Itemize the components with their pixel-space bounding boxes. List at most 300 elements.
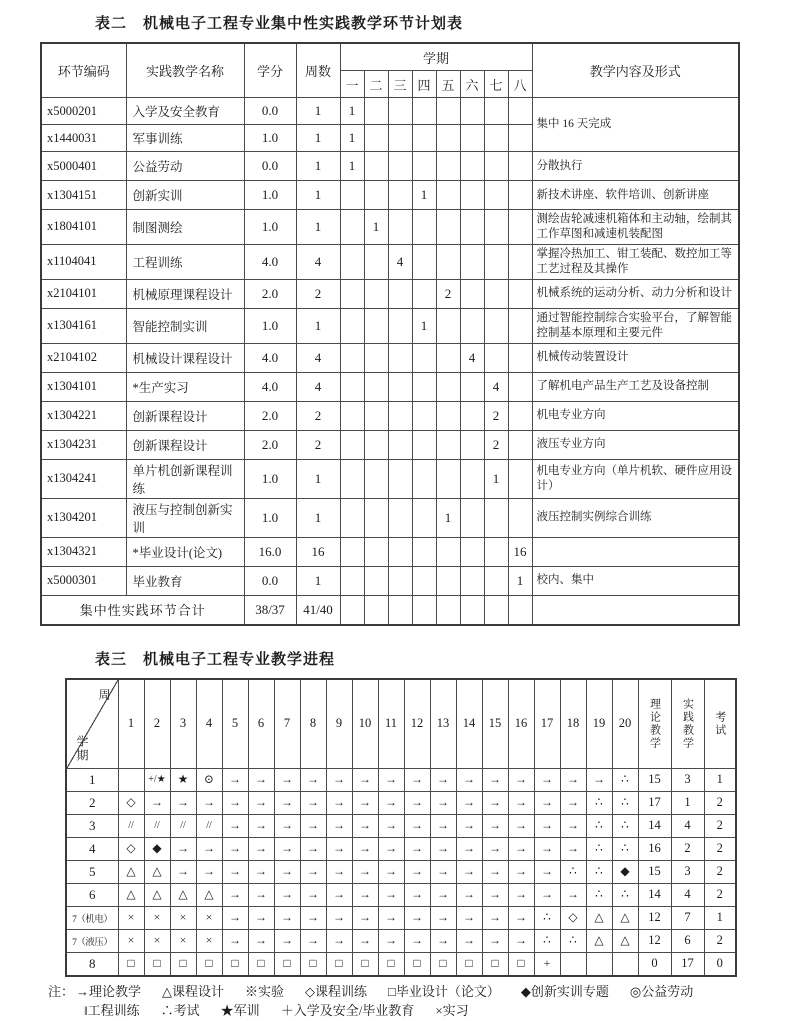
semester-week-cell [412,343,436,372]
legend-prefix: 注： [48,983,75,999]
teaching-content: 分散执行 [532,152,739,181]
schedule-symbol-cell: □ [508,952,534,976]
credit-value: 4.0 [244,244,296,279]
teaching-content: 测绘齿轮减速机箱体和主动轴，绘制其工作草图和减速机装配图 [532,210,739,245]
schedule-symbol-cell: → [378,791,404,814]
semester-week-cell [364,595,388,625]
semester-week-cell [364,401,388,430]
schedule-symbol-cell: → [534,791,560,814]
semester-week-cell [340,244,364,279]
schedule-symbol-cell: ∴ [586,791,612,814]
schedule-symbol-cell: □ [222,952,248,976]
week-number-header: 3 [170,679,196,769]
table2-title: 表二 机械电子工程专业集中性实践教学环节计划表 [95,16,464,32]
schedule-symbol-cell: → [482,860,508,883]
teaching-content: 机械传动装置设计 [532,343,739,372]
semester-week-cell: 2 [436,279,460,308]
semester-col-header: 八 [508,71,532,98]
legend-line-2 [84,1001,769,1021]
week-number-header: 4 [196,679,222,769]
schedule-symbol-cell: → [248,929,274,952]
semester-week-cell [340,210,364,245]
semester-week-cell: 1 [340,152,364,181]
semester-week-cell [460,498,484,537]
week-number-header: 1 [118,679,144,769]
schedule-symbol-cell: → [482,906,508,929]
teaching-content: 机电专业方向 [532,401,739,430]
schedule-row [66,768,736,791]
week-number-header: 12 [404,679,430,769]
semester-week-cell: 4 [484,372,508,401]
semester-week-cell [484,566,508,595]
legend-line-1 [48,982,769,1002]
schedule-symbol-cell: → [586,768,612,791]
legend-item: ◇课程训练 [305,983,368,999]
schedule-symbol-cell: → [170,860,196,883]
course-code: x5000201 [41,98,126,125]
semester-week-cell [508,595,532,625]
semester-week-cell: 1 [340,98,364,125]
schedule-symbol-cell: → [560,791,586,814]
schedule-symbol-cell: → [456,814,482,837]
semester-week-cell [484,98,508,125]
semester-week-cell [508,181,532,210]
semester-week-cell [364,125,388,152]
semester-week-cell: 1 [508,566,532,595]
semester-week-cell [436,430,460,459]
credit-value: 1.0 [244,308,296,343]
schedule-symbol-cell: → [352,837,378,860]
course-name: 液压与控制创新实训 [126,498,244,537]
schedule-symbol-cell: → [300,929,326,952]
schedule-symbol-cell: × [118,906,144,929]
semester-week-cell [460,459,484,498]
practice-weeks-total: 3 [671,860,704,883]
semester-week-cell [388,98,412,125]
schedule-symbol-cell: → [144,791,170,814]
schedule-symbol-cell: □ [118,952,144,976]
schedule-symbol-cell: → [430,837,456,860]
schedule-symbol-cell: ◆ [144,837,170,860]
schedule-symbol-cell: → [300,883,326,906]
semester-week-cell [364,372,388,401]
semester-week-cell [412,125,436,152]
table-row [41,459,739,498]
schedule-symbol-cell: △ [118,883,144,906]
schedule-symbol-cell: → [326,791,352,814]
col-header-code: 环节编码 [41,43,126,98]
schedule-symbol-cell: → [352,860,378,883]
teaching-schedule-table [65,678,737,977]
semester-week-cell [484,210,508,245]
course-name: 公益劳动 [126,152,244,181]
weeks-value: 4 [296,372,340,401]
col-header-content: 教学内容及形式 [532,43,739,98]
semester-week-cell [388,459,412,498]
schedule-symbol-cell: → [300,768,326,791]
teaching-content: 机电专业方向（单片机软、硬件应用设计） [532,459,739,498]
schedule-symbol-cell: △ [612,929,638,952]
practice-weeks-total: 7 [671,906,704,929]
semester-week-cell [484,595,508,625]
semester-week-cell [364,459,388,498]
schedule-symbol-cell: → [534,883,560,906]
table-row [41,498,739,537]
semester-week-cell [412,566,436,595]
schedule-symbol-cell: → [430,906,456,929]
schedule-symbol-cell: □ [378,952,404,976]
semester-week-cell [388,372,412,401]
teaching-content: 掌握冷热加工、钳工装配、数控加工等工艺过程及其操作 [532,244,739,279]
course-code: x1304321 [41,537,126,566]
semester-week-cell [436,372,460,401]
semester-row-label: 6 [66,883,118,906]
semester-week-cell [388,308,412,343]
semester-week-cell [412,459,436,498]
semester-week-cell [508,430,532,459]
semester-week-cell [484,181,508,210]
semester-week-cell [412,498,436,537]
semester-week-cell [484,244,508,279]
semester-row-label: 4 [66,837,118,860]
semester-week-cell [508,152,532,181]
semester-week-cell [436,244,460,279]
semester-week-cell [340,537,364,566]
semester-week-cell [388,430,412,459]
schedule-symbol-cell: → [534,814,560,837]
schedule-symbol-cell: □ [300,952,326,976]
schedule-symbol-cell: × [196,906,222,929]
schedule-symbol-cell: ∴ [612,837,638,860]
table-row [41,372,739,401]
schedule-symbol-cell: → [430,883,456,906]
semester-row-label: 1 [66,768,118,791]
exam-weeks-total: 2 [704,814,736,837]
legend-notes [48,982,769,1021]
week-number-header: 7 [274,679,300,769]
schedule-symbol-cell: → [482,837,508,860]
schedule-symbol-cell: → [508,929,534,952]
semester-week-cell [436,566,460,595]
schedule-symbol-cell: → [378,768,404,791]
schedule-symbol-cell: → [196,837,222,860]
schedule-symbol-cell: → [222,768,248,791]
col-header-weeks: 周数 [296,43,340,98]
schedule-symbol-cell: × [144,929,170,952]
weeks-value: 2 [296,279,340,308]
theory-weeks-total: 12 [638,906,671,929]
schedule-symbol-cell: △ [196,883,222,906]
schedule-symbol-cell: → [326,768,352,791]
weeks-value: 1 [296,125,340,152]
weeks-value: 2 [296,401,340,430]
week-number-header: 2 [144,679,170,769]
schedule-symbol-cell: → [508,860,534,883]
practice-plan-body [41,98,739,625]
week-number-header: 15 [482,679,508,769]
semester-week-cell [340,308,364,343]
schedule-symbol-cell: × [170,906,196,929]
table-row [41,343,739,372]
weeks-value: 1 [296,181,340,210]
semester-row-label: 3 [66,814,118,837]
semester-week-cell [460,372,484,401]
exam-weeks-total: 2 [704,791,736,814]
semester-week-cell [484,498,508,537]
schedule-symbol-cell: → [378,929,404,952]
semester-week-cell [340,343,364,372]
totals-credit: 38/37 [244,595,296,625]
schedule-symbol-cell: → [456,768,482,791]
course-code: x1304101 [41,372,126,401]
schedule-symbol-cell [118,768,144,791]
schedule-symbol-cell: ∴ [586,883,612,906]
semester-week-cell [460,430,484,459]
course-name: 单片机创新课程训练 [126,459,244,498]
semester-week-cell [364,343,388,372]
teaching-content: 校内、集中 [532,566,739,595]
schedule-symbol-cell: × [118,929,144,952]
schedule-symbol-cell: → [300,906,326,929]
schedule-symbol-cell: → [352,883,378,906]
schedule-symbol-cell: □ [482,952,508,976]
semester-week-cell [436,459,460,498]
schedule-symbol-cell: → [170,791,196,814]
weeks-value: 1 [296,98,340,125]
schedule-row [66,791,736,814]
schedule-symbol-cell: × [144,906,170,929]
schedule-symbol-cell: → [560,837,586,860]
schedule-symbol-cell: → [274,883,300,906]
schedule-row [66,952,736,976]
exam-weeks-total: 2 [704,860,736,883]
semester-week-cell [484,125,508,152]
schedule-symbol-cell: ∴ [534,906,560,929]
credit-value: 1.0 [244,210,296,245]
week-number-header: 14 [456,679,482,769]
course-code: x1440031 [41,125,126,152]
semester-col-header: 六 [460,71,484,98]
semester-week-cell [364,308,388,343]
week-number-header: 16 [508,679,534,769]
semester-col-header: 七 [484,71,508,98]
schedule-symbol-cell: → [326,837,352,860]
semester-week-cell: 1 [412,181,436,210]
schedule-symbol-cell: □ [170,952,196,976]
teaching-schedule-header [66,679,736,769]
semester-week-cell [412,430,436,459]
schedule-symbol-cell: → [508,814,534,837]
exam-weeks-total: 2 [704,929,736,952]
weeks-value: 1 [296,308,340,343]
course-code: x1304161 [41,308,126,343]
course-name: 智能控制实训 [126,308,244,343]
schedule-symbol-cell: → [456,791,482,814]
semester-week-cell [388,537,412,566]
table-row [41,181,739,210]
table-row [41,210,739,245]
schedule-row [66,814,736,837]
week-number-header: 6 [248,679,274,769]
summary-col-header: 理论教学 [638,679,671,769]
teaching-content: 液压专业方向 [532,430,739,459]
semester-week-cell [436,308,460,343]
exam-weeks-total: 1 [704,768,736,791]
schedule-symbol-cell: → [248,883,274,906]
semester-week-cell [460,152,484,181]
semester-week-cell [508,401,532,430]
schedule-symbol-cell: ∴ [560,929,586,952]
col-header-name: 实践教学名称 [126,43,244,98]
schedule-symbol-cell: → [196,791,222,814]
schedule-symbol-cell: □ [196,952,222,976]
teaching-content: 机械系统的运动分析、动力分析和设计 [532,279,739,308]
semester-week-cell [412,279,436,308]
course-name: 毕业教育 [126,566,244,595]
schedule-symbol-cell: → [482,814,508,837]
credit-value: 1.0 [244,181,296,210]
semester-week-cell [340,181,364,210]
table-row [41,152,739,181]
credit-value: 0.0 [244,152,296,181]
schedule-symbol-cell: → [430,860,456,883]
semester-week-cell [484,537,508,566]
totals-label: 集中性实践环节合计 [41,595,244,625]
semester-week-cell [412,372,436,401]
semester-week-cell [340,279,364,308]
course-name: *毕业设计(论文) [126,537,244,566]
schedule-symbol-cell: → [456,906,482,929]
table-row [41,401,739,430]
semester-week-cell [436,125,460,152]
schedule-symbol-cell: → [456,837,482,860]
teaching-content: 液压控制实例综合训练 [532,498,739,537]
schedule-symbol-cell: +/★ [144,768,170,791]
schedule-symbol-cell: → [404,929,430,952]
legend-item: →理论教学 [76,983,142,999]
legend-item: □毕业设计（论文） [388,983,500,999]
course-code: x2104101 [41,279,126,308]
week-number-header: 5 [222,679,248,769]
semester-week-cell [484,343,508,372]
semester-week-cell [508,372,532,401]
corner-header-cell [66,679,118,769]
semester-week-cell [412,210,436,245]
schedule-symbol-cell: ∴ [612,791,638,814]
schedule-symbol-cell: + [534,952,560,976]
theory-weeks-total: 12 [638,929,671,952]
semester-week-cell [364,566,388,595]
schedule-symbol-cell: → [534,860,560,883]
legend-item: ＋入学及安全/毕业教育 [280,1003,415,1019]
semester-week-cell [388,181,412,210]
credit-value: 1.0 [244,459,296,498]
exam-weeks-total: 2 [704,837,736,860]
schedule-symbol-cell: → [326,883,352,906]
schedule-symbol-cell: → [534,837,560,860]
practice-weeks-total: 2 [671,837,704,860]
table-row [41,566,739,595]
semester-week-cell: 16 [508,537,532,566]
schedule-symbol-cell: → [404,791,430,814]
semester-week-cell [364,244,388,279]
table-row [41,308,739,343]
schedule-symbol-cell: → [274,860,300,883]
semester-week-cell [412,401,436,430]
practice-weeks-total: 17 [671,952,704,976]
semester-week-cell [388,152,412,181]
semester-week-cell [508,498,532,537]
semester-week-cell [460,181,484,210]
semester-week-cell [364,498,388,537]
schedule-symbol-cell: // [118,814,144,837]
semester-week-cell [484,279,508,308]
semester-row-label: 2 [66,791,118,814]
course-name: 机械原理课程设计 [126,279,244,308]
schedule-symbol-cell: → [482,768,508,791]
semester-week-cell [436,181,460,210]
semester-week-cell [436,210,460,245]
semester-row-label: 7（液压） [66,929,118,952]
semester-week-cell [460,244,484,279]
course-code: x1804101 [41,210,126,245]
legend-item: ×实习 [435,1003,469,1019]
schedule-symbol-cell: △ [170,883,196,906]
legend-item: ∴考试 [160,1003,200,1019]
schedule-symbol-cell: ★ [170,768,196,791]
schedule-row [66,860,736,883]
schedule-symbol-cell: → [378,860,404,883]
schedule-symbol-cell: ∴ [586,860,612,883]
practice-weeks-total: 1 [671,791,704,814]
schedule-symbol-cell: → [248,791,274,814]
schedule-symbol-cell: → [378,814,404,837]
legend-item: ★军训 [220,1003,260,1019]
schedule-symbol-cell: → [274,768,300,791]
schedule-symbol-cell: → [378,906,404,929]
course-code: x1304231 [41,430,126,459]
semester-week-cell [508,308,532,343]
schedule-symbol-cell: □ [274,952,300,976]
course-name: 入学及安全教育 [126,98,244,125]
schedule-row [66,906,736,929]
schedule-symbol-cell: → [482,791,508,814]
semester-week-cell [508,279,532,308]
legend-item: △课程设计 [162,983,225,999]
semester-week-cell [460,98,484,125]
theory-weeks-total: 15 [638,768,671,791]
semester-week-cell [412,152,436,181]
semester-week-cell [412,537,436,566]
schedule-symbol-cell: ∴ [534,929,560,952]
semester-week-cell [340,372,364,401]
schedule-symbol-cell: ∴ [612,883,638,906]
schedule-symbol-cell: → [456,860,482,883]
schedule-symbol-cell: → [274,791,300,814]
semester-week-cell [388,595,412,625]
schedule-symbol-cell: // [196,814,222,837]
semester-week-cell: 2 [484,401,508,430]
credit-value: 2.0 [244,430,296,459]
schedule-symbol-cell: → [300,860,326,883]
theory-weeks-total: 17 [638,791,671,814]
course-code: x1304151 [41,181,126,210]
weeks-value: 1 [296,210,340,245]
schedule-symbol-cell: → [560,883,586,906]
schedule-symbol-cell: → [222,906,248,929]
semester-week-cell [484,152,508,181]
semester-week-cell [460,125,484,152]
